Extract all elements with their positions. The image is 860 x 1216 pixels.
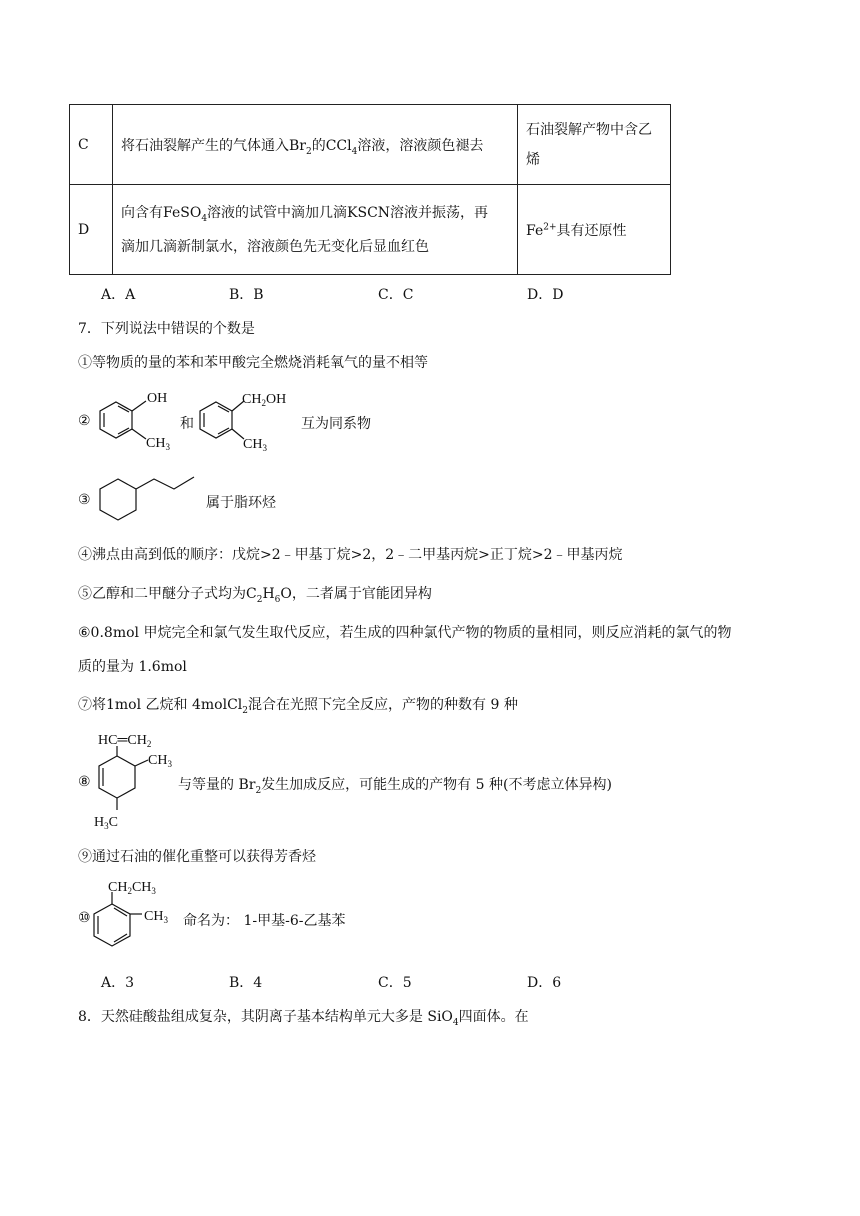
statement-2-structures xyxy=(96,385,306,455)
svg-text:CH2CH3: $CH_2CH_3$ xyxy=(108,880,156,896)
statement-2-label: ② xyxy=(78,413,91,429)
option-b: B．4 xyxy=(229,975,263,991)
table-row xyxy=(70,185,671,275)
option-d: D．D xyxy=(527,287,564,303)
option-a: A．3 xyxy=(101,975,135,991)
svg-text:CH3: $CH_3$ xyxy=(148,753,172,769)
svg-text:CH3: $CH_3$ xyxy=(146,436,170,452)
statement-5: ⑤乙醇和二甲醚分子式均为$C_2H_6O$，二者属于官能团异构 xyxy=(78,586,432,605)
svg-text:HC═CH2: $HC═CH_2$ xyxy=(98,733,152,749)
statement-10-tail: 命名为： 1-甲基-6-乙基苯 xyxy=(183,913,346,929)
option-c: C．5 xyxy=(378,975,412,991)
conclusion-cell: 石油裂解产物中含乙 烯 xyxy=(518,105,671,185)
option-a: A．A xyxy=(101,287,136,303)
experiment-table xyxy=(69,104,671,275)
statement-2-tail: 互为同系物 xyxy=(301,416,371,432)
svg-text:H3C: $H_3C$ xyxy=(94,815,118,831)
statement-10-label: ⑩ xyxy=(78,910,91,926)
question-7-stem: 7．下列说法中错误的个数是 xyxy=(78,321,255,337)
statement-3-label: ③ xyxy=(78,492,91,508)
row-label: C xyxy=(70,105,113,185)
statement-1: ①等物质的量的苯和苯甲酸完全燃烧消耗氧气的量不相等 xyxy=(78,355,428,371)
statement-6-line1: ⑥0.8mol 甲烷完全和氯气发生取代反应，若生成的四种氯代产物的物质的量相同，则反应消耗的氯气的物 xyxy=(78,625,732,641)
row-label: D xyxy=(70,185,113,275)
statement-8-structure xyxy=(90,728,180,834)
conclusion-cell: $Fe^{2+}$具有还原性 xyxy=(518,185,671,275)
statement-6-line2: 质的量为 1.6mol xyxy=(78,659,187,675)
operation-cell: 将石油裂解产生的气体通入$Br_2$的CCl$_4$溶液，溶液颜色褪去 xyxy=(113,105,518,185)
option-c: C．C xyxy=(378,287,414,303)
table-row xyxy=(70,105,671,185)
statement-7: ⑦将1mol 乙烷和 4molCl$_2$混合在光照下完全反应，产物的种数有 9 种 xyxy=(78,697,518,716)
svg-text:OH: OH xyxy=(147,391,168,406)
statement-8-tail: 与等量的 $Br_2$发生加成反应，可能生成的产物有 5 种(不考虑立体异构) xyxy=(178,777,612,796)
question-8-stem: 8．天然硅酸盐组成复杂，其阴离子基本结构单元大多是 SiO$_4$四面体。在 xyxy=(78,1009,529,1028)
svg-text:CH3: $CH_3$ xyxy=(243,437,267,453)
svg-text:CH2OH: $CH_2OH$ xyxy=(242,392,287,408)
operation-cell: 向含有FeSO$_4$溶液的试管中滴加几滴KSCN溶液并振荡，再 滴加几滴新制氯水，溶液颜色先无变化后显血红色 xyxy=(113,185,518,275)
statement-10-structure xyxy=(92,876,192,956)
statement-4: ④沸点由高到低的顺序：戊烷>2﹣甲基丁烷>2，2﹣二甲基丙烷>正丁烷>2﹣甲基丙烷 xyxy=(78,547,623,563)
statement-9: ⑨通过石油的催化重整可以获得芳香烃 xyxy=(78,849,316,865)
statement-3-tail: 属于脂环烃 xyxy=(206,495,276,511)
svg-text:CH3: $CH_3$ xyxy=(144,909,168,925)
statement-2-and: 和 xyxy=(180,416,194,432)
option-b: B．B xyxy=(229,287,264,303)
option-d: D．6 xyxy=(527,975,562,991)
statement-8-label: ⑧ xyxy=(78,774,91,790)
statement-3-structure xyxy=(94,472,214,528)
